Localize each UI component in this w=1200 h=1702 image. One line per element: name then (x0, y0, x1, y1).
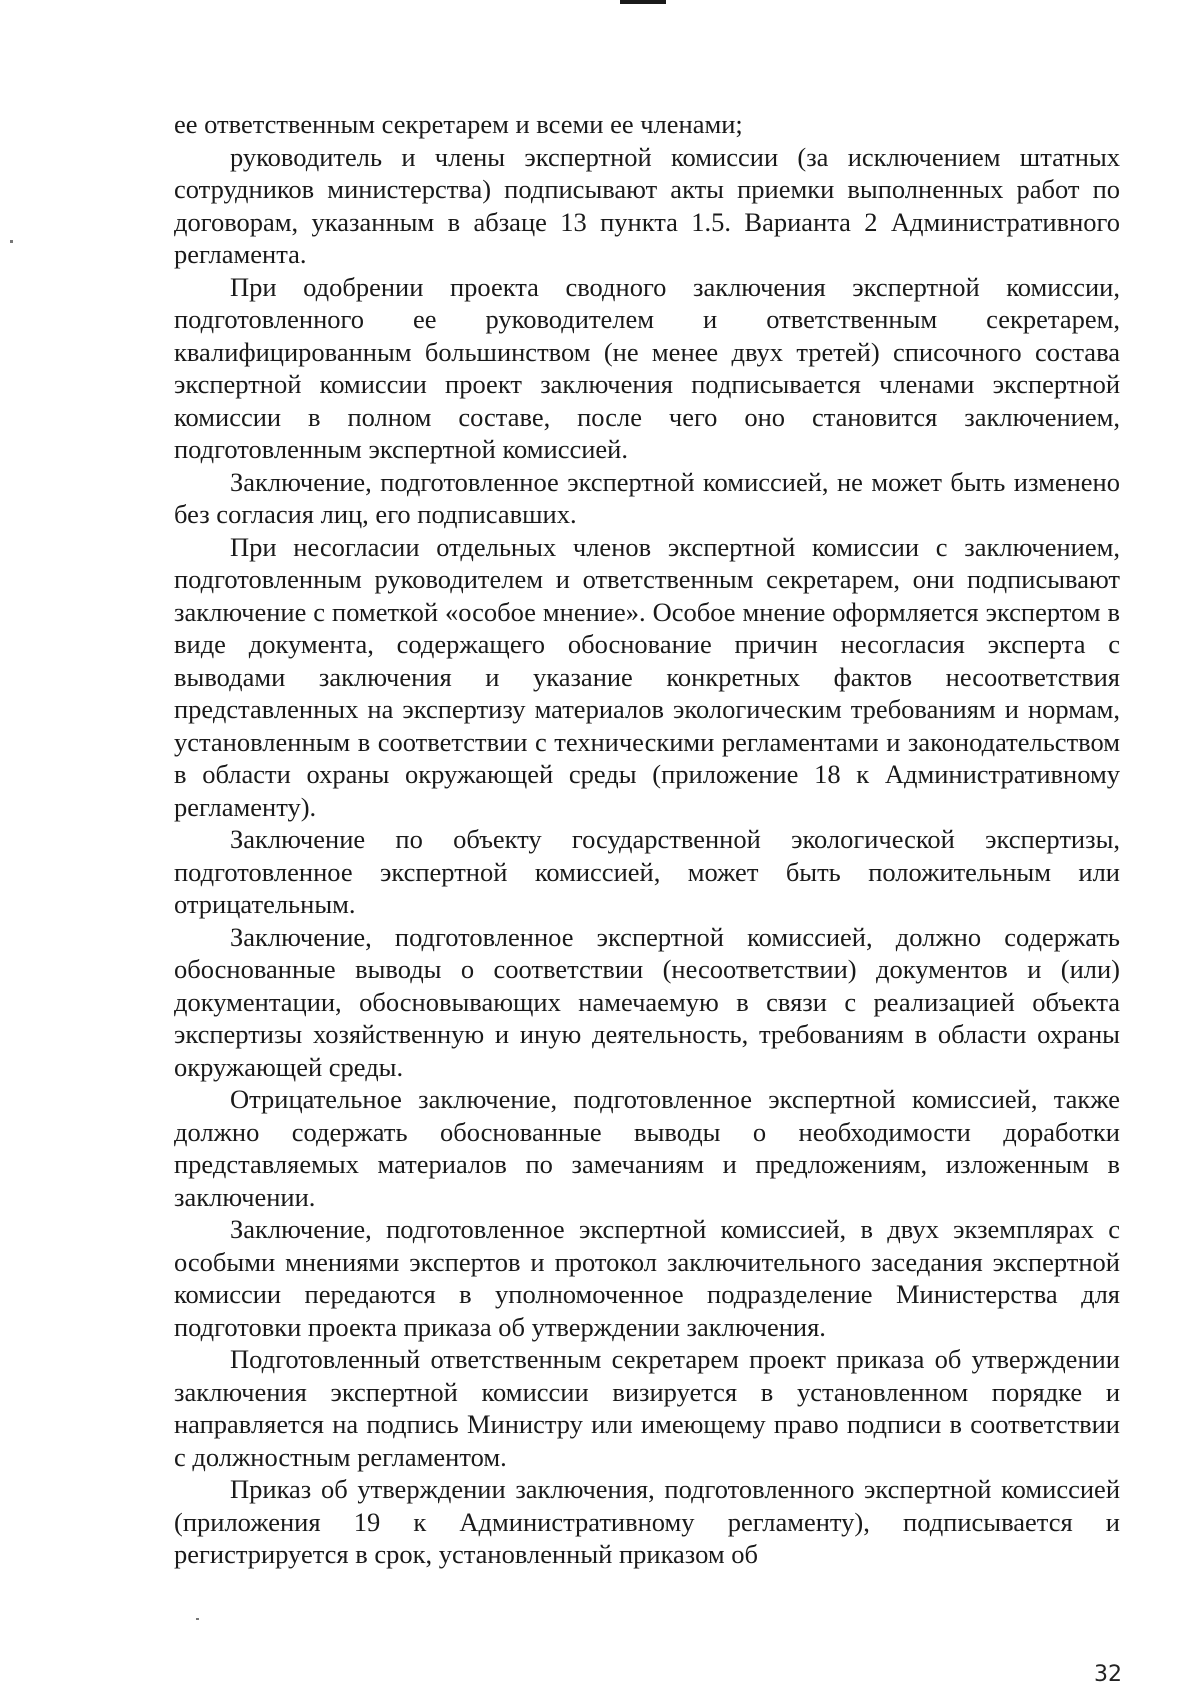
document-body (174, 108, 1120, 1571)
paragraph: При одобрении проекта сводного заключения экспертной комиссии, подготовленного ее руководителем и ответственным секретарем, квалифицированным большинством (не менее двух третей) списочного состава экспертной комиссии проект заключения подписывается членами экспертной комиссии в полном составе, после чего оно становится заключением, подготовленным экспертной комиссией. (174, 271, 1120, 464)
paragraph: Отрицательное заключение, подготовленное экспертной комиссией, также должно содержать обоснованные выводы о необходимости доработки представляемых материалов по замечаниям и предложениям, изложенным в заключении. (174, 1084, 1120, 1212)
scan-speck (10, 240, 13, 243)
paragraph: ее ответственным секретарем и всеми ее членами; (174, 109, 743, 139)
paragraph: Заключение, подготовленное экспертной комиссией, в двух экземплярах с особыми мнениями экспертов и протокол заключительного заседания экспертной комиссии передаются в уполномоченное подразделение Министерства для подготовки проекта приказа об утверждении заключения. (174, 1214, 1120, 1342)
paragraph: При несогласии отдельных членов экспертной комиссии с заключением, подготовленным руководителем и ответственным секретарем, они подписывают заключение с пометкой «особое мнение». Особое мнение оформляется экспертом в виде документа, содержащего обоснование причин несогласия эксперта с выводами заключения и указание конкретных фактов несоответствия представленных на экспертизу материалов экологическим требованиям и нормам, установленным в соответствии с техническими регламентами и законодательством в области охраны окружающей среды (приложение 18 к Административному регламенту). (174, 531, 1120, 822)
paragraph: Заключение, подготовленное экспертной комиссией, не может быть изменено без согласия лиц, его подписавших. (174, 466, 1120, 529)
paragraph: Приказ об утверждении заключения, подготовленного экспертной комиссией (приложения 19 к Административному регламенту), подписывается и регистрируется в срок, установленный приказом об (174, 1474, 1120, 1569)
paragraph: руководитель и члены экспертной комиссии (за исключением штатных сотрудников министерства) подписывают акты приемки выполненных работ по договорам, указанным в абзаце 13 пункта 1.5. Варианта 2 Административного регламента. (174, 141, 1120, 269)
paragraph: Заключение по объекту государственной экологической экспертизы, подготовленное экспертной комиссией, может быть положительным или отрицательным. (174, 824, 1120, 919)
page-number: 32 (1094, 1662, 1122, 1687)
scan-speck (196, 1618, 199, 1620)
paragraph: Заключение, подготовленное экспертной комиссией, должно содержать обоснованные выводы о соответствии (несоответствии) документов и (или) документации, обосновывающих намечаемую в связи с реализацией объекта экспертизы хозяйственную и иную деятельность, требованиям в области охраны окружающей среды. (174, 921, 1120, 1082)
paragraph: Подготовленный ответственным секретарем проект приказа об утверждении заключения экспертной комиссии визируется в установленном порядке и направляется на подпись Министру или имеющему право подписи в соответствии с должностным регламентом. (174, 1344, 1120, 1472)
top-scan-mark (620, 0, 666, 4)
